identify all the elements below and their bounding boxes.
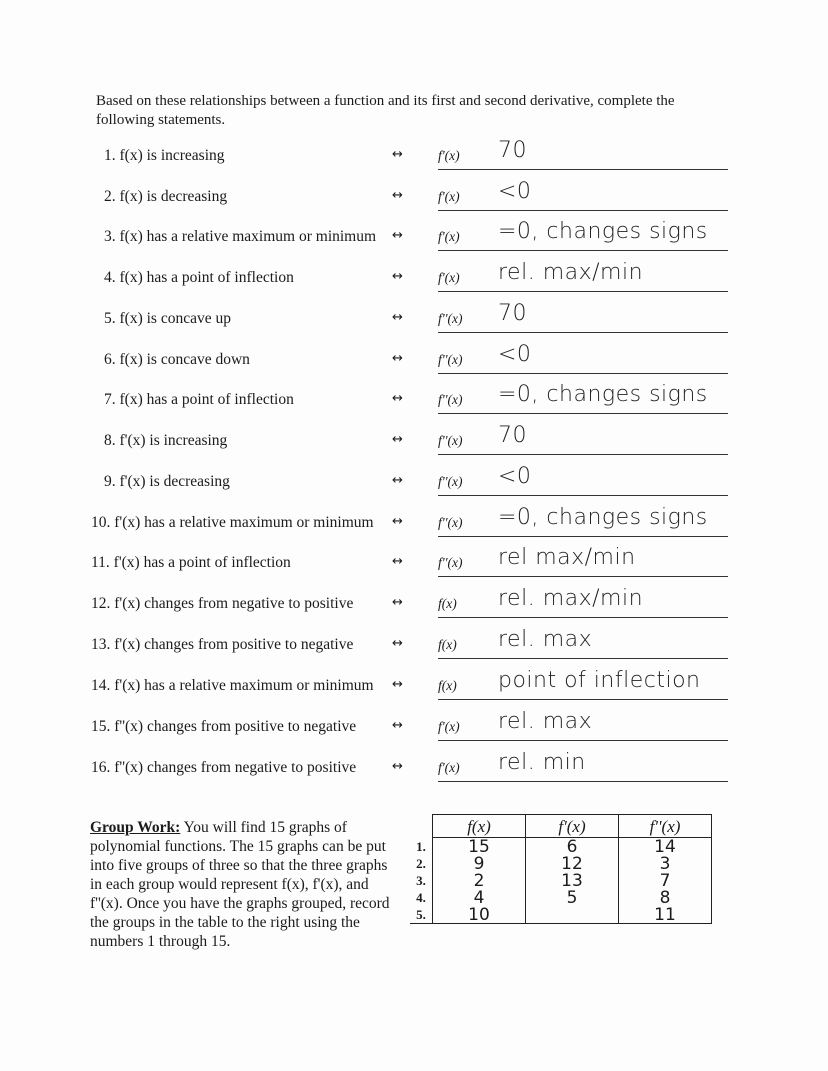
statement-row <box>0 505 828 554</box>
statement-text: 1. f(x) is increasing <box>104 147 225 164</box>
double-arrow-icon: ↔ <box>392 473 403 488</box>
derivative-label: f(x) <box>438 637 457 652</box>
handwritten-answer: rel. max/min <box>498 586 644 611</box>
statement-row <box>0 668 828 717</box>
row-label: 3. <box>410 872 433 889</box>
statement-row <box>0 138 828 187</box>
statement-text: 16. f''(x) changes from negative to positive <box>91 759 357 776</box>
double-arrow-icon: ↔ <box>392 636 403 651</box>
groups-table-body <box>410 838 712 924</box>
header-blank <box>410 815 433 838</box>
statement-row <box>0 709 828 758</box>
double-arrow-icon: ↔ <box>392 351 403 366</box>
statement-text: 11. f'(x) has a point of inflection <box>91 554 291 571</box>
statement-row <box>0 545 828 594</box>
derivative-label: f'(x) <box>438 760 460 775</box>
double-arrow-icon: ↔ <box>392 269 403 284</box>
statement-text: 10. f'(x) has a relative maximum or minimum <box>91 514 374 531</box>
answer-line <box>438 586 728 618</box>
double-arrow-icon: ↔ <box>392 228 403 243</box>
header-fpx: f'(x) <box>526 815 619 838</box>
double-arrow-icon: ↔ <box>392 718 403 733</box>
table-cell: 9 <box>433 855 526 872</box>
derivative-label: f''(x) <box>438 311 463 326</box>
table-cell: 7 <box>619 872 712 889</box>
statement-text: 6. f(x) is concave down <box>104 351 250 368</box>
statement-text: 8. f'(x) is increasing <box>104 432 228 449</box>
table-row <box>410 855 712 872</box>
derivative-label: f'(x) <box>438 270 460 285</box>
table-cell: 6 <box>526 838 619 856</box>
handwritten-answer: rel max/min <box>498 545 636 570</box>
row-label: 5. <box>410 906 433 924</box>
answer-line <box>438 179 728 211</box>
table-cell: 4 <box>433 889 526 906</box>
answer-line <box>438 219 728 251</box>
header-fppx: f''(x) <box>619 815 712 838</box>
table-row <box>410 906 712 924</box>
handwritten-answer: 70 <box>498 138 527 163</box>
answer-line <box>438 138 728 170</box>
derivative-label: f(x) <box>438 596 457 611</box>
derivative-label: f''(x) <box>438 392 463 407</box>
double-arrow-icon: ↔ <box>392 595 403 610</box>
table-cell: 14 <box>619 838 712 856</box>
statement-row <box>0 586 828 635</box>
answer-line <box>438 342 728 374</box>
double-arrow-icon: ↔ <box>392 554 403 569</box>
derivative-label: f(x) <box>438 678 457 693</box>
answer-line <box>438 709 728 741</box>
handwritten-answer: <0 <box>498 464 532 489</box>
handwritten-answer: =0, changes signs <box>498 219 708 244</box>
table-cell: 12 <box>526 855 619 872</box>
handwritten-answer: rel. max <box>498 627 593 652</box>
statement-text: 12. f'(x) changes from negative to positive <box>91 595 354 612</box>
answer-line <box>438 627 728 659</box>
statement-row <box>0 423 828 472</box>
table-row <box>410 838 712 856</box>
statement-row <box>0 382 828 431</box>
statement-row <box>0 627 828 676</box>
statement-row <box>0 260 828 309</box>
statement-text: 14. f'(x) has a relative maximum or minimum <box>91 677 374 694</box>
group-work-text: You will find 15 graphs of polynomial functions. The 15 graphs can be put into five groups of three so that the three graphs in each group would represent f(x), f'(x), and f''(x). Once you have the graphs grouped, record the groups in the table to the right using the numbers 1 through 15. <box>90 819 390 950</box>
handwritten-answer: point of inflection <box>498 668 701 693</box>
row-label: 1. <box>410 838 433 856</box>
double-arrow-icon: ↔ <box>392 310 403 325</box>
table-cell <box>526 906 619 924</box>
group-work-heading: Group Work: <box>90 819 181 836</box>
double-arrow-icon: ↔ <box>392 514 403 529</box>
double-arrow-icon: ↔ <box>392 759 403 774</box>
answer-line <box>438 260 728 292</box>
double-arrow-icon: ↔ <box>392 432 403 447</box>
handwritten-answer: rel. min <box>498 750 586 775</box>
statement-row <box>0 219 828 268</box>
derivative-label: f'(x) <box>438 719 460 734</box>
handwritten-answer: 70 <box>498 423 527 448</box>
handwritten-answer: =0, changes signs <box>498 382 708 407</box>
groups-table <box>410 814 712 924</box>
table-cell: 15 <box>433 838 526 856</box>
table-cell: 3 <box>619 855 712 872</box>
table-cell: 2 <box>433 872 526 889</box>
statement-row <box>0 750 828 799</box>
handwritten-answer: 70 <box>498 301 527 326</box>
handwritten-answer: <0 <box>498 179 532 204</box>
table-cell: 13 <box>526 872 619 889</box>
derivative-label: f''(x) <box>438 555 463 570</box>
statement-text: 15. f''(x) changes from positive to negative <box>91 718 357 735</box>
table-row <box>410 872 712 889</box>
derivative-label: f'(x) <box>438 189 460 204</box>
handwritten-answer: rel. max <box>498 709 593 734</box>
statement-text: 3. f(x) has a relative maximum or minimum <box>104 228 377 245</box>
double-arrow-icon: ↔ <box>392 677 403 692</box>
answer-line <box>438 301 728 333</box>
statement-row <box>0 301 828 350</box>
double-arrow-icon: ↔ <box>392 147 403 162</box>
answer-line <box>438 750 728 782</box>
derivative-label: f''(x) <box>438 474 463 489</box>
row-label: 2. <box>410 855 433 872</box>
intro-text: Based on these relationships between a function and its first and second derivative, complete the following statements. <box>96 93 675 128</box>
statement-text: 13. f'(x) changes from positive to negative <box>91 636 354 653</box>
table-cell: 5 <box>526 889 619 906</box>
double-arrow-icon: ↔ <box>392 391 403 406</box>
statement-text: 4. f(x) has a point of inflection <box>104 269 294 286</box>
row-label: 4. <box>410 889 433 906</box>
derivative-label: f''(x) <box>438 515 463 530</box>
answer-line <box>438 505 728 537</box>
answer-line <box>438 423 728 455</box>
groups-table-header <box>410 815 712 838</box>
statement-text: 9. f'(x) is decreasing <box>104 473 230 490</box>
table-cell: 10 <box>433 906 526 924</box>
handwritten-answer: <0 <box>498 342 532 367</box>
header-fx: f(x) <box>433 815 526 838</box>
table-cell: 11 <box>619 906 712 924</box>
derivative-label: f''(x) <box>438 352 463 367</box>
statement-text: 5. f(x) is concave up <box>104 310 231 327</box>
table-row <box>410 889 712 906</box>
answer-line <box>438 545 728 577</box>
statement-text: 2. f(x) is decreasing <box>104 188 228 205</box>
answer-line <box>438 464 728 496</box>
statement-text: 7. f(x) has a point of inflection <box>104 391 294 408</box>
table-cell: 8 <box>619 889 712 906</box>
derivative-label: f'(x) <box>438 148 460 163</box>
derivative-label: f'(x) <box>438 229 460 244</box>
group-work-section <box>90 818 400 951</box>
answer-line <box>438 668 728 700</box>
derivative-label: f''(x) <box>438 433 463 448</box>
handwritten-answer: =0, changes signs <box>498 505 708 530</box>
answer-line <box>438 382 728 414</box>
double-arrow-icon: ↔ <box>392 188 403 203</box>
handwritten-answer: rel. max/min <box>498 260 644 285</box>
